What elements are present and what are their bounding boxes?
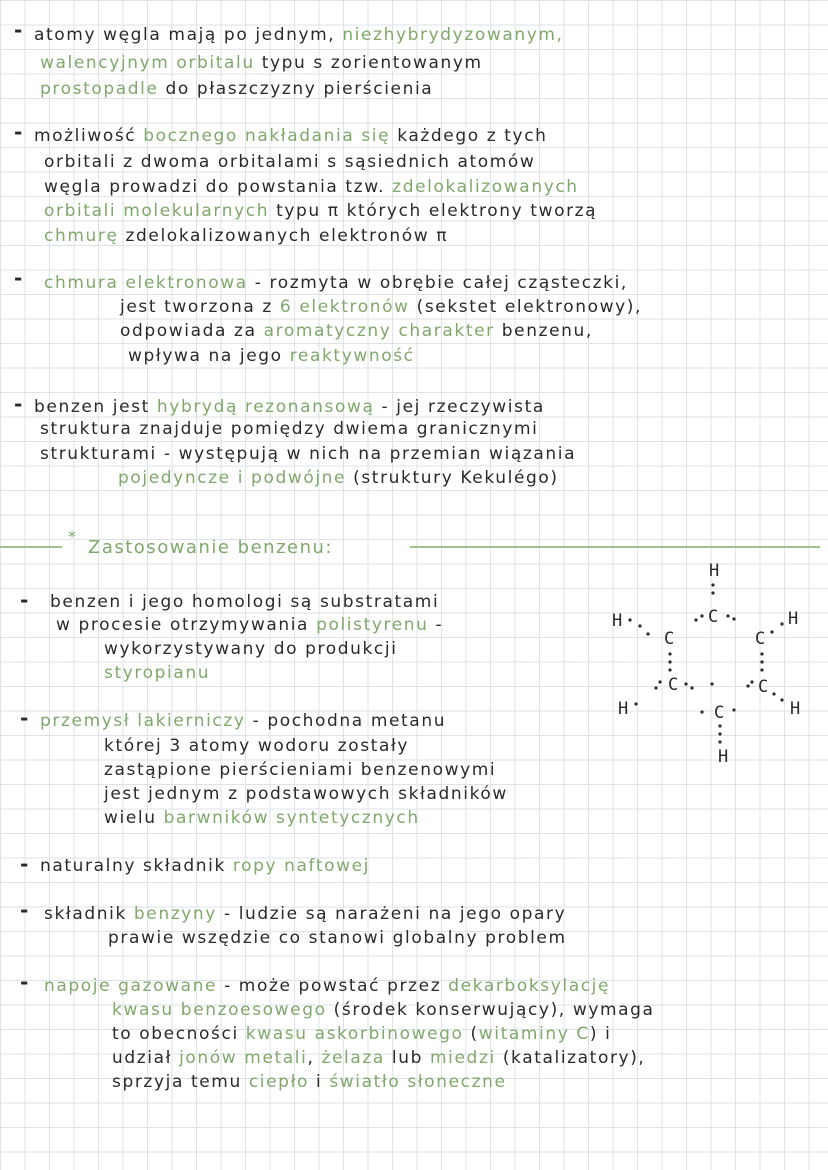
note-line	[44, 225, 448, 247]
bullet-dash: -	[14, 266, 23, 290]
note-text: (środek konserwujący), wymaga	[333, 1000, 655, 1020]
note-text: możliwość	[34, 126, 144, 146]
highlighted-text: barwników syntetycznych	[163, 808, 420, 828]
note-text: struktura znajduje pomiędzy dwiema granicznymi	[40, 419, 539, 439]
electron-dot	[760, 652, 763, 655]
highlighted-text: bocznego nakładania się	[143, 126, 398, 146]
highlighted-text: miedzi	[430, 1048, 503, 1068]
bullet-dash: -	[20, 852, 29, 876]
bullet-dash: -	[20, 970, 29, 994]
electron-dot	[718, 732, 721, 735]
note-text: orbitali z dwoma orbitalami s sąsiednich atomów	[44, 152, 536, 172]
electron-dot	[668, 660, 671, 663]
note-text: typu s zorientowanym	[261, 53, 483, 73]
note-line	[104, 783, 508, 805]
note-text: -	[435, 615, 444, 635]
electron-dot	[684, 682, 687, 685]
note-text: atomy węgla mają po jednym,	[34, 25, 343, 45]
note-line	[104, 759, 496, 781]
highlighted-text: orbitali molekularnych	[44, 201, 277, 221]
highlighted-text: pojedyncze i podwójne	[118, 468, 354, 488]
section-divider-right	[410, 546, 820, 548]
highlighted-text: zdelokalizowanych	[392, 177, 579, 197]
highlighted-text: aromatyczny charakter	[263, 321, 502, 341]
note-line	[44, 200, 597, 222]
note-text: - ludzie są narażeni na jego opary	[223, 904, 567, 924]
bullet-dash: -	[14, 18, 23, 42]
note-line	[104, 638, 398, 660]
highlighted-text: napoje gazowane	[44, 976, 225, 996]
highlighted-text: przemysł lakierniczy	[40, 711, 253, 731]
highlighted-text: dekarboksylację	[448, 976, 611, 996]
note-text: - jej rzeczywista	[381, 397, 545, 417]
electron-dot	[710, 682, 713, 685]
carbon-label: C	[708, 607, 719, 627]
note-line	[34, 24, 564, 46]
note-text: lub	[391, 1048, 431, 1068]
electron-dot	[760, 668, 763, 671]
note-text: której 3 atomy wodoru zostały	[104, 736, 410, 756]
highlighted-text: 6 elektronów	[279, 297, 417, 317]
note-text: benzen jest	[34, 397, 157, 417]
bullet-dash: -	[20, 706, 29, 730]
electron-dot	[694, 618, 697, 621]
note-line	[108, 927, 567, 949]
note-text: ,	[307, 1048, 322, 1068]
note-text: jest tworzona z	[120, 297, 280, 317]
highlighted-text: polistyrenu	[316, 615, 436, 635]
highlighted-text: ciepło	[248, 1072, 316, 1092]
electron-dot	[770, 630, 773, 633]
note-text: (katalizatory),	[502, 1048, 646, 1068]
carbon-label: C	[758, 677, 769, 697]
note-text: udział	[112, 1048, 180, 1068]
star-icon: *	[68, 527, 76, 546]
electron-dot	[658, 680, 661, 683]
note-line	[120, 320, 593, 342]
highlighted-text: kwasu benzoesowego	[112, 1000, 334, 1020]
carbon-label: C	[668, 675, 679, 695]
electron-dot	[668, 668, 671, 671]
section-title: Zastosowanie benzenu:	[88, 537, 333, 558]
highlighted-text: niezhybrydyzowanym,	[342, 25, 564, 45]
note-text: prawie wszędzie co stanowi globalny problem	[108, 928, 567, 948]
carbon-label: C	[664, 629, 675, 649]
note-text: każdego z tych	[397, 126, 548, 146]
note-text: w procesie otrzymywania	[56, 615, 317, 635]
note-text: (	[470, 1024, 479, 1044]
note-line	[104, 662, 210, 684]
note-text: to obecności	[112, 1024, 246, 1044]
note-line	[44, 272, 628, 294]
note-line	[40, 710, 446, 732]
electron-dot	[750, 680, 753, 683]
highlighted-text: ropy naftowej	[232, 856, 370, 876]
note-line	[120, 296, 642, 318]
electron-dot	[638, 624, 641, 627]
electron-dot	[634, 702, 637, 705]
note-text: odpowiada za	[120, 321, 264, 341]
electron-dot	[732, 617, 735, 620]
note-line	[44, 151, 535, 173]
electron-dot	[772, 692, 775, 695]
electron-dot	[654, 686, 657, 689]
note-text: do płaszczyzny pierścienia	[165, 79, 434, 99]
electron-dot	[718, 740, 721, 743]
section-divider-left	[0, 546, 62, 548]
highlighted-text: światło słoneczne	[329, 1072, 507, 1092]
hydrogen-label: H	[790, 699, 801, 719]
highlighted-text: reaktywność	[289, 346, 415, 366]
note-text: (struktury Kekulégo)	[353, 468, 559, 488]
note-text: wielu	[104, 808, 164, 828]
note-line	[56, 614, 443, 636]
electron-dot	[668, 652, 671, 655]
electron-dot	[646, 632, 649, 635]
highlighted-text: jonów metali	[179, 1048, 308, 1068]
note-text: benzenu,	[501, 321, 593, 341]
hydrogen-label: H	[788, 609, 799, 629]
note-line	[34, 125, 548, 147]
electron-dot	[628, 618, 631, 621]
hydrogen-label: H	[709, 561, 720, 581]
electron-dot	[711, 591, 714, 594]
note-line	[104, 807, 420, 829]
bullet-dash: -	[14, 120, 23, 144]
carbon-label: C	[755, 629, 766, 649]
note-text: i	[316, 1072, 330, 1092]
electron-dot	[780, 622, 783, 625]
note-line	[44, 975, 610, 997]
note-text: benzen i jego homologi są substratami	[50, 592, 440, 612]
note-line	[40, 52, 483, 74]
note-text: - rozmyta w obrębie całej cząsteczki,	[254, 273, 628, 293]
electron-dot	[746, 684, 749, 687]
bullet-dash: -	[14, 392, 23, 416]
electron-dot	[690, 686, 693, 689]
note-text: naturalny składnik	[40, 856, 233, 876]
highlighted-text: prostopadle	[40, 79, 166, 99]
highlighted-text: kwasu askorbinowego	[245, 1024, 471, 1044]
highlighted-text: styropianu	[104, 663, 211, 683]
note-line	[44, 903, 566, 925]
highlighted-text: żelaza	[321, 1048, 392, 1068]
note-text: zastąpione pierścieniami benzenowymi	[104, 760, 497, 780]
electron-dot	[711, 583, 714, 586]
electron-dot	[726, 614, 729, 617]
highlighted-text: hybrydą rezonansową	[156, 397, 382, 417]
note-text: wpływa na jego	[128, 346, 290, 366]
note-text: jest jednym z podstawowych składników	[104, 784, 508, 804]
note-line	[40, 418, 538, 440]
note-line	[112, 1071, 507, 1093]
electron-dot	[700, 614, 703, 617]
highlighted-text: witaminy C	[478, 1024, 590, 1044]
note-text: wykorzystywany do produkcji	[104, 639, 398, 659]
note-line	[112, 1047, 645, 1069]
bullet-dash: -	[20, 588, 29, 612]
note-line	[40, 855, 370, 877]
note-line	[128, 345, 415, 367]
note-text: ) i	[589, 1024, 612, 1044]
highlighted-text: chmura elektronowa	[44, 273, 255, 293]
electron-dot	[718, 724, 721, 727]
electron-dot	[700, 710, 703, 713]
electron-dot	[760, 660, 763, 663]
note-line	[112, 1023, 611, 1045]
note-text: strukturami - występują w nich na przemian wiązania	[40, 444, 577, 464]
hydrogen-label: H	[612, 611, 623, 631]
note-line	[50, 591, 439, 613]
benzene-lewis-structure	[612, 556, 822, 781]
note-text: sprzyja temu	[112, 1072, 249, 1092]
highlighted-text: walencyjnym orbitalu	[40, 53, 262, 73]
carbon-label: C	[714, 703, 725, 723]
note-text: typu π których elektrony tworzą	[276, 201, 598, 221]
hydrogen-label: H	[718, 747, 729, 767]
note-line	[40, 443, 576, 465]
note-text: (sekstet elektronowy),	[416, 297, 642, 317]
note-text: zdelokalizowanych elektronów π	[125, 226, 449, 246]
highlighted-text: chmurę	[44, 226, 126, 246]
note-line	[34, 396, 545, 418]
note-line	[118, 467, 559, 489]
highlighted-text: benzyny	[133, 904, 224, 924]
electron-dot	[732, 708, 735, 711]
hydrogen-label: H	[618, 699, 629, 719]
note-text: składnik	[44, 904, 134, 924]
note-line	[40, 78, 433, 100]
bullet-dash: -	[20, 898, 29, 922]
electron-dot	[780, 698, 783, 701]
note-text: - może powstać przez	[224, 976, 449, 996]
note-line	[44, 176, 579, 198]
note-text: węgla prowadzi do powstania tzw.	[44, 177, 393, 197]
note-line	[112, 999, 655, 1021]
note-line	[104, 735, 409, 757]
note-text: - pochodna metanu	[252, 711, 447, 731]
